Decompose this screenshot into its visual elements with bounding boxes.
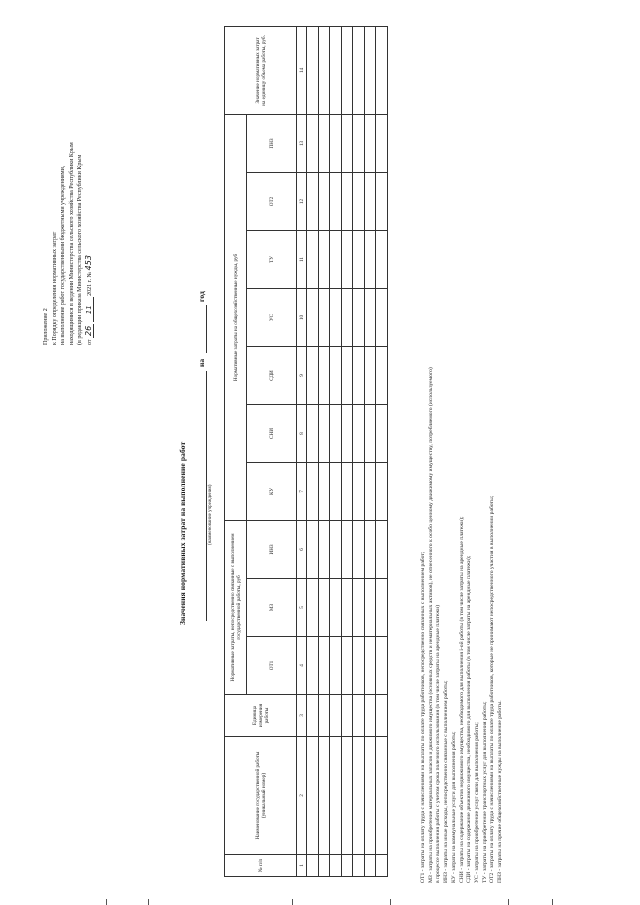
table-cell <box>307 695 319 737</box>
table-cell <box>330 520 342 578</box>
table-cell <box>364 230 376 288</box>
header-num: № п/п <box>225 855 297 877</box>
legend-item: СНИ - затраты на содержание объектов недвижимого имущества, необходимого для выполнения i-ой работы (в том числе затраты на арендные платежи); <box>458 516 465 883</box>
table-cell <box>307 404 319 462</box>
table-cell <box>307 346 319 404</box>
scan-edge-mark <box>508 899 509 905</box>
appendix-line-1: Приложение 2 <box>43 308 49 345</box>
legend-item: ОТ2 - затраты на оплату труда с начислениями на выплаты по оплате труда работников, которые не принимают непосредственного участия в выполнении работы; <box>489 495 496 883</box>
scan-edge-mark <box>106 899 107 905</box>
table-cell <box>330 579 342 637</box>
scan-edge-mark <box>292 899 293 905</box>
table-row <box>364 26 376 876</box>
table-cell <box>376 855 388 877</box>
table-cell <box>376 288 388 346</box>
col-num-9: 9 <box>297 346 307 404</box>
table-cell <box>353 637 365 695</box>
table-cell <box>318 737 330 855</box>
table-cell <box>318 462 330 520</box>
col-num-4: 4 <box>297 637 307 695</box>
document-title <box>178 442 187 625</box>
table-cell <box>307 288 319 346</box>
table-cell <box>353 172 365 230</box>
appendix-line-3: на выполнение работ государственными бюджетными учреждениями, <box>60 165 66 345</box>
table-cell <box>330 26 342 114</box>
legend-item: КУ - затраты на коммунальные услуги для выполнения работы; <box>450 731 457 883</box>
table-body <box>307 26 388 876</box>
year-blank-line <box>206 305 207 353</box>
table-cell <box>318 404 330 462</box>
table-cell <box>318 520 330 578</box>
col-num-14: 14 <box>297 26 307 114</box>
table-cell <box>341 855 353 877</box>
col-num-13: 13 <box>297 114 307 172</box>
table-cell <box>376 520 388 578</box>
table-cell <box>307 114 319 172</box>
table-cell <box>376 737 388 855</box>
table-cell <box>353 579 365 637</box>
col-num-12: 12 <box>297 172 307 230</box>
table-cell <box>330 230 342 288</box>
table-cell <box>330 114 342 172</box>
header-unit: Единица измерения работы <box>225 695 297 737</box>
col-num-7: 7 <box>297 462 307 520</box>
subheader-sdi: СДИ <box>247 346 297 404</box>
table-cell <box>307 26 319 114</box>
table-cell <box>307 172 319 230</box>
subheader-us: УС <box>247 288 297 346</box>
table-cell <box>341 346 353 404</box>
subheader-mz: МЗ <box>247 579 297 637</box>
col-num-2: 2 <box>297 737 307 855</box>
legend-item: СДИ - затраты на содержание движимого имущества, необходимого для выполнения работы (в том числе затраты на арендные платежи); <box>466 555 473 883</box>
table-row <box>307 26 319 876</box>
legend-item: в процессе выполнения работы с учетом срока полезного использования (в том числе затраты на арендные платежи) <box>435 605 442 883</box>
table-cell <box>353 230 365 288</box>
column-number-row <box>297 26 307 876</box>
norm-costs-table <box>224 26 388 877</box>
table-cell <box>364 695 376 737</box>
subheader-inz: ИНЗ <box>247 520 297 578</box>
table-cell <box>341 172 353 230</box>
table-cell <box>353 26 365 114</box>
subheader-sni: СНИ <box>247 404 297 462</box>
table-cell <box>353 520 365 578</box>
legend-item: ПНЗ - затраты на прочие общехозяйственные нужды на выполнение работы. <box>497 700 504 883</box>
table-cell <box>318 579 330 637</box>
table-cell <box>364 579 376 637</box>
title-text: Значения нормативных затрат на выполнение работ <box>178 441 187 625</box>
table-cell <box>353 404 365 462</box>
legend-item: УС - затраты на приобретение услуг связи для выполнения работы; <box>473 722 480 883</box>
table-cell <box>318 114 330 172</box>
table-cell <box>330 855 342 877</box>
table-cell <box>330 404 342 462</box>
institution-blank-line <box>206 371 207 621</box>
col-num-6: 6 <box>297 520 307 578</box>
table-cell <box>318 230 330 288</box>
table-cell <box>307 230 319 288</box>
legend-item: ИНЗ - затраты на иные расходы, непосредственно связанные с выполнением работы; <box>443 680 450 883</box>
legend-item: ОТ1 - затраты на оплату труда с начислениями на выплаты по оплате труда работников, непосредственно связанных с выполнением работ; <box>420 551 426 883</box>
table-cell <box>318 637 330 695</box>
table-cell <box>364 737 376 855</box>
legend-item: ТУ - затраты на приобретение транспортных услуг для выполнения работы; <box>481 701 488 883</box>
col-num-10: 10 <box>297 288 307 346</box>
table-cell <box>307 520 319 578</box>
table-cell <box>341 114 353 172</box>
col-num-1: 1 <box>297 855 307 877</box>
table-row <box>376 26 388 876</box>
table-cell <box>376 230 388 288</box>
table-cell <box>341 520 353 578</box>
table-cell <box>341 288 353 346</box>
order-day: 26 <box>83 325 93 336</box>
subheader-ot2: ОТ2 <box>247 172 297 230</box>
table-cell <box>318 288 330 346</box>
table-cell <box>318 346 330 404</box>
table-cell <box>330 637 342 695</box>
order-month: 11 <box>85 297 94 322</box>
table-cell <box>376 637 388 695</box>
table-cell <box>364 637 376 695</box>
table-cell <box>353 114 365 172</box>
abbreviation-legend <box>420 367 505 883</box>
table-cell <box>341 737 353 855</box>
table-cell <box>330 172 342 230</box>
table-cell <box>330 288 342 346</box>
header-general-group: Нормативные затраты на общехозяйственные нужды, руб <box>225 114 247 520</box>
subheader-ku: КУ <box>247 462 297 520</box>
table-cell <box>341 637 353 695</box>
subheader-tu: ТУ <box>247 230 297 288</box>
table-row <box>330 26 342 876</box>
table-cell <box>341 579 353 637</box>
table-cell <box>307 737 319 855</box>
table-cell <box>364 346 376 404</box>
table-cell <box>318 695 330 737</box>
scan-edge-mark <box>552 899 553 905</box>
table-cell <box>341 404 353 462</box>
subheader-pnz: ПНЗ <box>247 114 297 172</box>
table-cell <box>353 462 365 520</box>
title-year: год <box>197 291 206 302</box>
order-number: 453 <box>83 255 93 271</box>
table-cell <box>364 462 376 520</box>
table-cell <box>330 346 342 404</box>
table-cell <box>364 520 376 578</box>
scan-edge-mark <box>148 899 149 905</box>
table-cell <box>376 26 388 114</box>
table-cell <box>353 346 365 404</box>
legend-item: МЗ - затраты на приобретение материальных запасов и движимого имущества (основных средств и нематериальных активов), не отнесенного к особо ценному движимому имуществу, потребляемого (используемого) <box>427 367 434 883</box>
appendix-order-line <box>85 142 95 345</box>
table-cell <box>376 462 388 520</box>
header-direct-group: Нормативные затраты, непосредственно связанные с выполнением государственной работы, руб <box>225 520 247 694</box>
table-row <box>318 26 330 876</box>
table-cell <box>353 288 365 346</box>
table-cell <box>341 26 353 114</box>
appendix-line-2: к Порядку определения нормативных затрат <box>51 231 58 345</box>
scan-edge-mark <box>390 899 391 905</box>
table-row <box>341 26 353 876</box>
table-cell <box>307 579 319 637</box>
order-prefix: от <box>86 339 93 345</box>
table-cell <box>341 230 353 288</box>
table-cell <box>318 172 330 230</box>
appendix-line-4: находящимися в ведении Министерства сельского хозяйства Республики Крым <box>68 142 75 345</box>
table-cell <box>341 695 353 737</box>
table-cell <box>318 855 330 877</box>
order-year: 2021 г. № <box>86 271 93 296</box>
table-cell <box>353 855 365 877</box>
table-cell <box>376 172 388 230</box>
table-cell <box>364 288 376 346</box>
table-cell <box>364 404 376 462</box>
header-name: Наименование государственной работы (уникальный номер) <box>225 737 297 855</box>
table-cell <box>330 462 342 520</box>
table-cell <box>307 855 319 877</box>
header-total: Значение нормативных затрат на единицу объема работы, руб. <box>225 26 297 114</box>
appendix-line-5: (в редакции приказа Министерства сельского хозяйства Республики Крым <box>77 154 83 345</box>
col-num-11: 11 <box>297 230 307 288</box>
table-cell <box>330 737 342 855</box>
table-row <box>353 26 365 876</box>
table-cell <box>376 346 388 404</box>
table-cell <box>376 404 388 462</box>
table-cell <box>307 637 319 695</box>
col-num-8: 8 <box>297 404 307 462</box>
table-cell <box>364 172 376 230</box>
table-cell <box>341 462 353 520</box>
table-cell <box>318 26 330 114</box>
subheader-ot1: ОТ1 <box>247 637 297 695</box>
institution-caption: (наименование учреждения) <box>208 484 213 545</box>
col-num-3: 3 <box>297 695 307 737</box>
table-cell <box>307 462 319 520</box>
table-cell <box>364 26 376 114</box>
table-cell <box>376 579 388 637</box>
table-cell <box>353 695 365 737</box>
appendix-block <box>42 142 94 345</box>
table-cell <box>364 855 376 877</box>
table-cell <box>353 737 365 855</box>
col-num-5: 5 <box>297 579 307 637</box>
table-cell <box>330 695 342 737</box>
table-cell <box>376 695 388 737</box>
table-cell <box>376 114 388 172</box>
title-on: на <box>197 358 206 367</box>
table-cell <box>364 114 376 172</box>
